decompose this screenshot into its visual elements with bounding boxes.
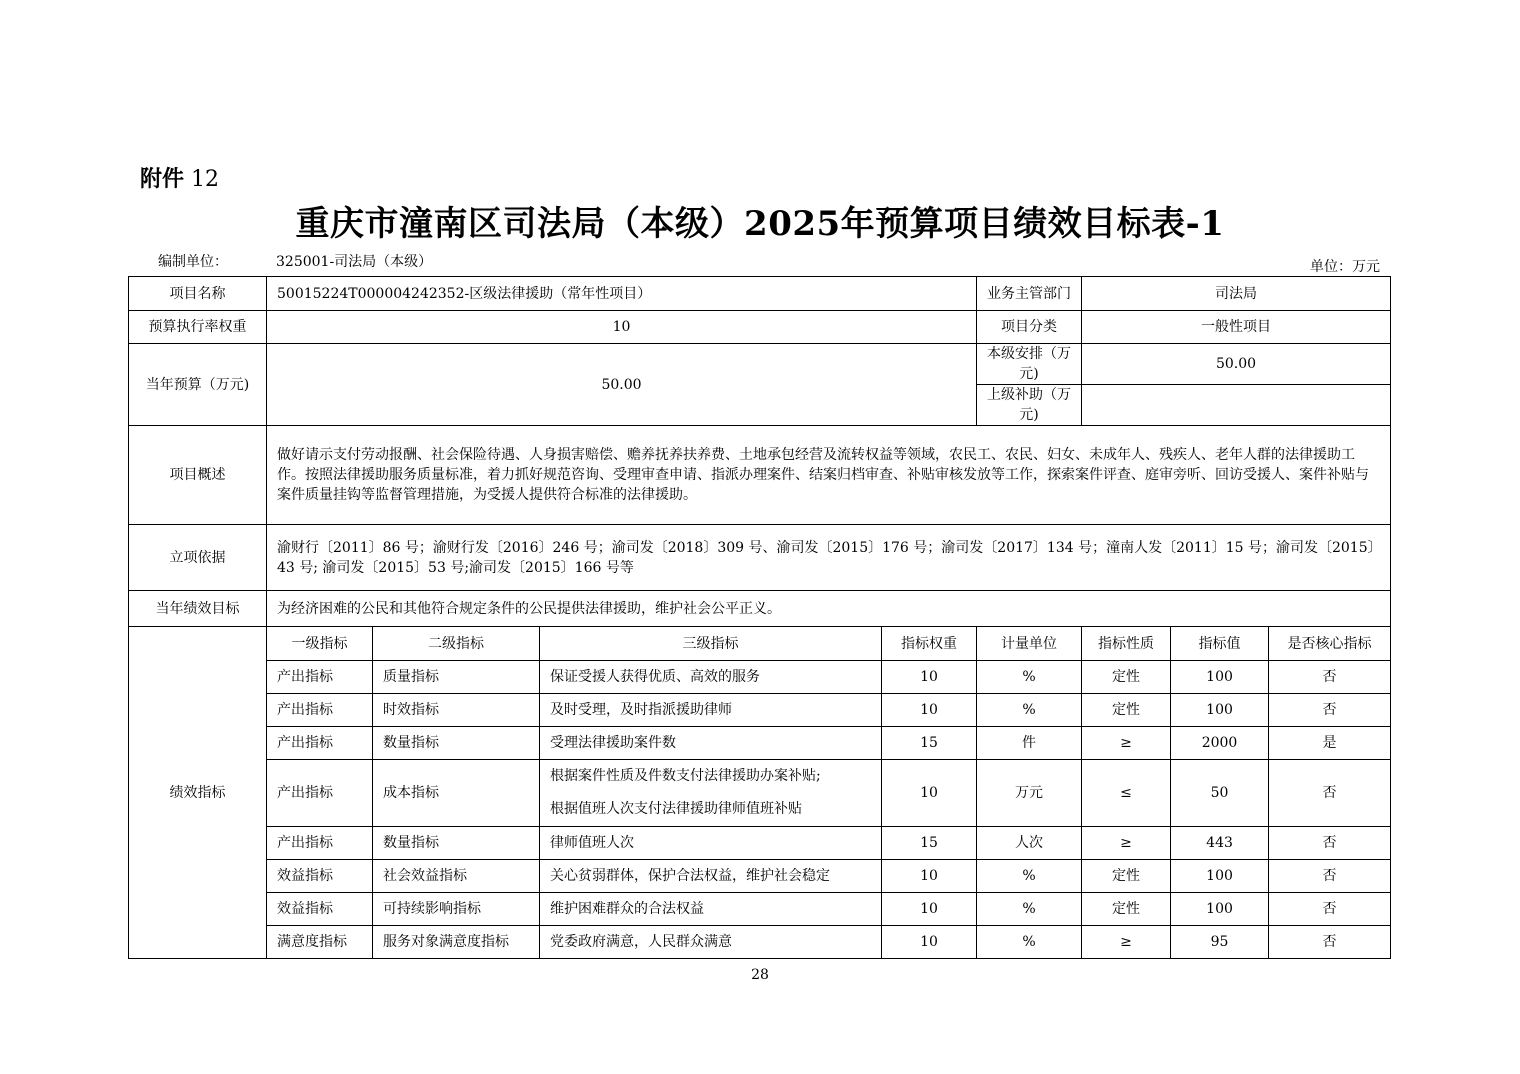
dept-value: 司法局 — [1082, 277, 1391, 311]
indicator-header-row — [129, 627, 1391, 661]
header-cell: 二级指标 — [373, 627, 540, 661]
weight-cell: 10 — [882, 694, 977, 727]
nature-cell: 定性 — [1082, 694, 1171, 727]
budget-value: 50.00 — [267, 344, 977, 426]
unit-cell: % — [977, 661, 1082, 694]
value-cell: 95 — [1171, 926, 1269, 959]
nature-cell: 定性 — [1082, 893, 1171, 926]
header-cell: 指标值 — [1171, 627, 1269, 661]
level3-cell — [540, 760, 882, 827]
row-exec-weight — [129, 311, 1391, 344]
dept-label: 业务主管部门 — [977, 277, 1082, 311]
indicators-section-label: 绩效指标 — [129, 627, 267, 959]
weight-cell: 10 — [882, 926, 977, 959]
nature-cell: ≥ — [1082, 727, 1171, 760]
overview-label: 项目概述 — [129, 426, 267, 525]
level3-cell: 关心贫弱群体，保护合法权益，维护社会稳定 — [540, 860, 882, 893]
header-cell: 三级指标 — [540, 627, 882, 661]
row-overview — [129, 426, 1391, 525]
level1-cell: 效益指标 — [267, 860, 373, 893]
header-cell: 指标权重 — [882, 627, 977, 661]
level3-cell: 及时受理，及时指派援助律师 — [540, 694, 882, 727]
core-cell: 否 — [1269, 926, 1391, 959]
category-value: 一般性项目 — [1082, 311, 1391, 344]
unit-cell: 人次 — [977, 827, 1082, 860]
local-value: 50.00 — [1082, 344, 1391, 385]
header-cell: 一级指标 — [267, 627, 373, 661]
nature-cell: ≥ — [1082, 827, 1171, 860]
core-cell: 否 — [1269, 893, 1391, 926]
level2-cell: 可持续影响指标 — [373, 893, 540, 926]
exec-weight-label: 预算执行率权重 — [129, 311, 267, 344]
level1-cell: 产出指标 — [267, 760, 373, 827]
level3-line: 根据值班人次支付法律援助律师值班补贴 — [550, 801, 802, 817]
project-name-value: 50015224T000004242352-区级法律援助（常年性项目） — [267, 277, 977, 311]
level2-cell: 质量指标 — [373, 661, 540, 694]
level1-cell: 产出指标 — [267, 694, 373, 727]
value-cell: 100 — [1171, 893, 1269, 926]
unit-cell: % — [977, 926, 1082, 959]
category-label: 项目分类 — [977, 311, 1082, 344]
level1-cell: 产出指标 — [267, 827, 373, 860]
table-row — [129, 760, 1391, 827]
weight-cell: 15 — [882, 827, 977, 860]
level3-line: 根据案件性质及件数支付法律援助办案补贴; — [550, 768, 821, 784]
header-cell: 是否核心指标 — [1269, 627, 1391, 661]
table-row — [129, 893, 1391, 926]
table-row — [129, 827, 1391, 860]
value-cell: 443 — [1171, 827, 1269, 860]
compile-unit — [158, 251, 432, 271]
level3-cell: 保证受援人获得优质、高效的服务 — [540, 661, 882, 694]
level1-cell: 效益指标 — [267, 893, 373, 926]
weight-cell: 10 — [882, 893, 977, 926]
level2-cell: 数量指标 — [373, 827, 540, 860]
level3-cell: 律师值班人次 — [540, 827, 882, 860]
table-row — [129, 860, 1391, 893]
exec-weight-value: 10 — [267, 311, 977, 344]
goal-value: 为经济困难的公民和其他符合规定条件的公民提供法律援助，维护社会公平正义。 — [267, 591, 1391, 627]
overview-value: 做好请示支付劳动报酬、社会保险待遇、人身损害赔偿、赡养抚养扶养费、土地承包经营及流转权益等领域，农民工、农民、妇女、未成年人、残疾人、老年人群的法律援助工作。按照法律援助服务质量标准，着力抓好规范咨询、受理审查申请、指派办理案件、结案归档审查、补贴审核发放等工作，探索案件评查、庭审旁听、回访受援人、案件补贴与案件质量挂钩等监督管理措施，为受援人提供符合标准的法律援助。 — [267, 426, 1391, 525]
core-cell: 否 — [1269, 694, 1391, 727]
weight-cell: 10 — [882, 760, 977, 827]
row-goal — [129, 591, 1391, 627]
attachment-number: 12 — [191, 167, 220, 192]
compile-unit-value: 325001-司法局（本级） — [276, 254, 433, 270]
unit-cell: % — [977, 893, 1082, 926]
local-label: 本级安排（万元) — [977, 344, 1082, 385]
level2-cell: 时效指标 — [373, 694, 540, 727]
compile-unit-label: 编制单位： — [158, 254, 228, 270]
attachment-label — [140, 162, 219, 193]
core-cell: 否 — [1269, 661, 1391, 694]
level2-cell: 成本指标 — [373, 760, 540, 827]
level1-cell: 产出指标 — [267, 727, 373, 760]
level1-cell: 产出指标 — [267, 661, 373, 694]
nature-cell: 定性 — [1082, 860, 1171, 893]
row-basis — [129, 525, 1391, 591]
core-cell: 否 — [1269, 827, 1391, 860]
table-row — [129, 661, 1391, 694]
value-cell: 100 — [1171, 694, 1269, 727]
value-cell: 100 — [1171, 661, 1269, 694]
value-cell: 2000 — [1171, 727, 1269, 760]
weight-cell: 15 — [882, 727, 977, 760]
nature-cell: 定性 — [1082, 661, 1171, 694]
level2-cell: 社会效益指标 — [373, 860, 540, 893]
core-cell: 否 — [1269, 860, 1391, 893]
basis-value: 渝财行〔2011〕86 号；渝财行发〔2016〕246 号；渝司发〔2018〕309 号、渝司发〔2015〕176 号；渝司发〔2017〕134 号；潼南人发〔2011〕15 号；渝司发〔2015〕43 号; 渝司发〔2015〕53 号;渝司发〔2015〕166 号等 — [267, 525, 1391, 591]
goal-label: 当年绩效目标 — [129, 591, 267, 627]
superior-label: 上级补助（万元) — [977, 385, 1082, 426]
nature-cell: ≥ — [1082, 926, 1171, 959]
core-cell: 否 — [1269, 760, 1391, 827]
page-title: 重庆市潼南区司法局（本级）2025年预算项目绩效目标表-1 — [295, 204, 1225, 244]
nature-cell: ≤ — [1082, 760, 1171, 827]
level1-cell: 满意度指标 — [267, 926, 373, 959]
budget-label: 当年预算（万元) — [129, 344, 267, 426]
row-budget — [129, 344, 1391, 385]
attachment-label-text: 附件 — [140, 167, 185, 192]
unit-note: 单位：万元 — [1310, 259, 1380, 275]
table-row — [129, 727, 1391, 760]
table-row — [129, 694, 1391, 727]
unit-cell: 件 — [977, 727, 1082, 760]
performance-table — [128, 276, 1391, 959]
row-project-name — [129, 277, 1391, 311]
unit-cell: 万元 — [977, 760, 1082, 827]
level3-cell: 维护困难群众的合法权益 — [540, 893, 882, 926]
level3-cell: 党委政府满意，人民群众满意 — [540, 926, 882, 959]
table-row — [129, 926, 1391, 959]
weight-cell: 10 — [882, 860, 977, 893]
unit-cell: % — [977, 860, 1082, 893]
weight-cell: 10 — [882, 661, 977, 694]
value-cell: 100 — [1171, 860, 1269, 893]
level2-cell: 数量指标 — [373, 727, 540, 760]
core-cell: 是 — [1269, 727, 1391, 760]
page-number: 28 — [751, 967, 769, 983]
header-cell: 计量单位 — [977, 627, 1082, 661]
unit-cell: % — [977, 694, 1082, 727]
level3-cell: 受理法律援助案件数 — [540, 727, 882, 760]
basis-label: 立项依据 — [129, 525, 267, 591]
project-name-label: 项目名称 — [129, 277, 267, 311]
superior-value — [1082, 385, 1391, 426]
header-cell: 指标性质 — [1082, 627, 1171, 661]
value-cell: 50 — [1171, 760, 1269, 827]
level2-cell: 服务对象满意度指标 — [373, 926, 540, 959]
